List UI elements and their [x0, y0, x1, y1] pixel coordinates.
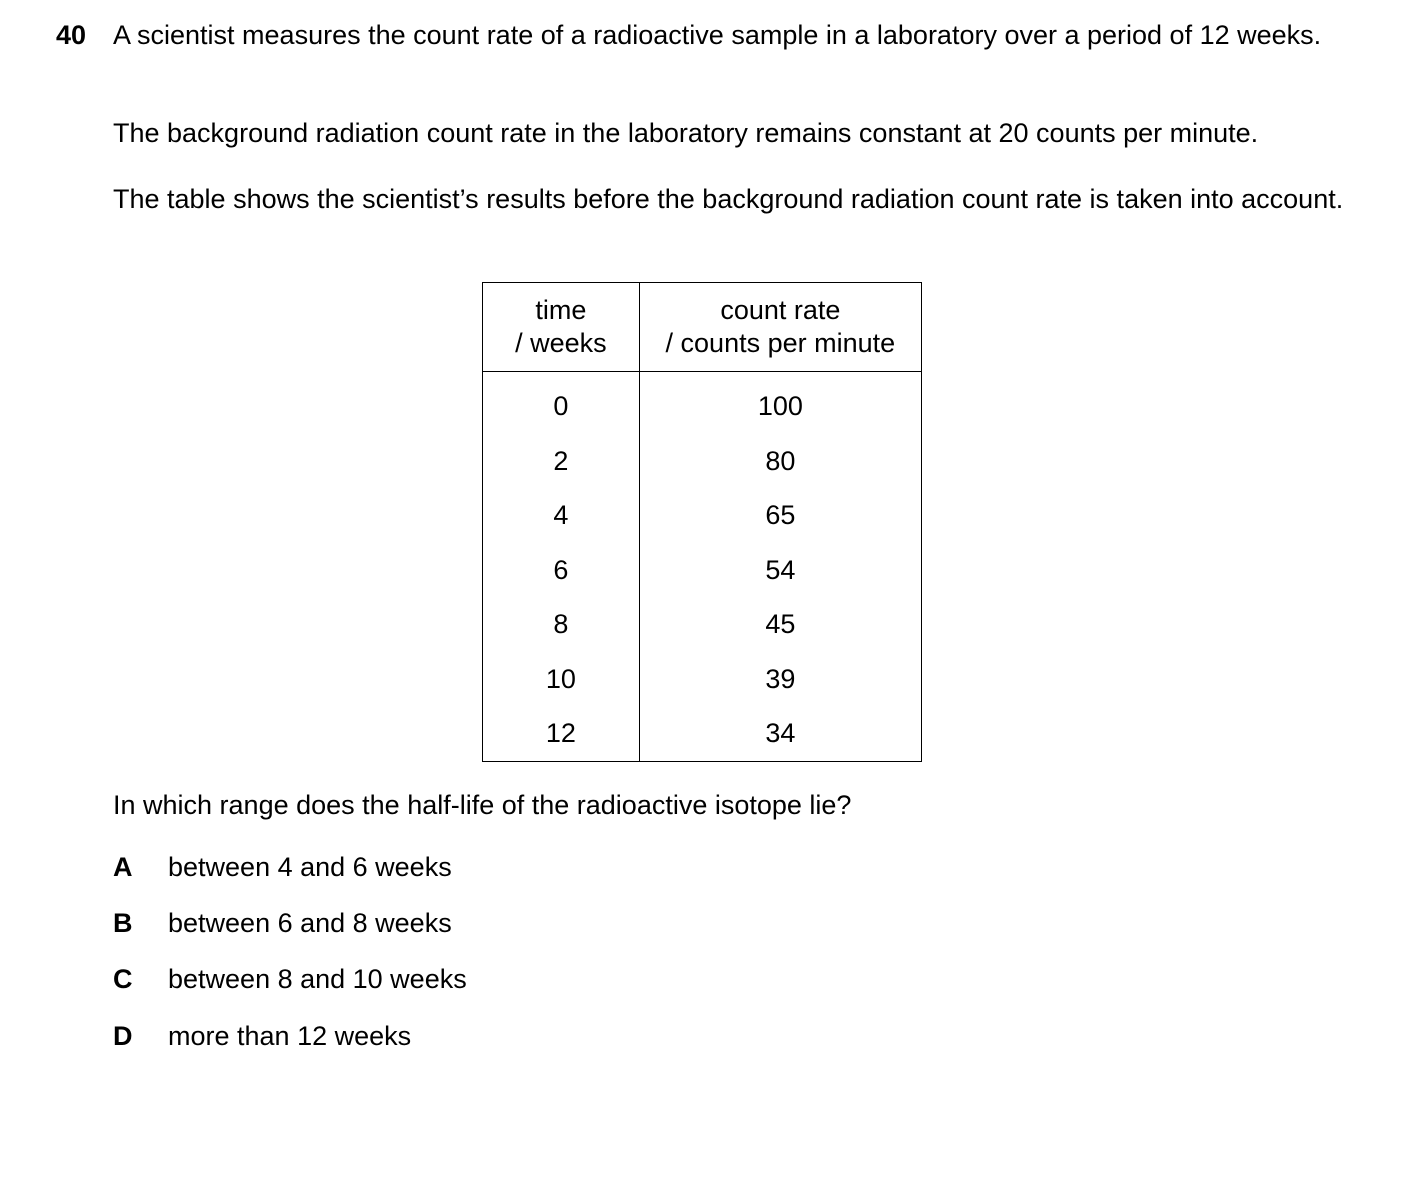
results-table: [482, 282, 922, 762]
time-cell: 0: [483, 372, 640, 434]
option-letter: B: [113, 908, 133, 938]
count-rate-column-header: [639, 283, 921, 372]
time-cell: 12: [483, 706, 640, 761]
question-number: 40: [56, 20, 87, 50]
time-cell: 6: [483, 543, 640, 598]
count-rate-cell: 39: [639, 652, 921, 707]
count-rate-cell: 80: [639, 434, 921, 489]
time-header-label: time: [535, 295, 587, 325]
table-row: [483, 706, 922, 761]
table-header-row: [483, 283, 922, 372]
count-rate-cell: 65: [639, 488, 921, 543]
table-intro-paragraph: The table shows the scientist’s results before the background radiation count rate is taken into account.: [113, 184, 1344, 214]
option-text: between 6 and 8 weeks: [168, 908, 452, 938]
time-cell: 8: [483, 597, 640, 652]
count-rate-cell: 45: [639, 597, 921, 652]
option-text: more than 12 weeks: [168, 1021, 412, 1051]
background-paragraph: The background radiation count rate in the laboratory remains constant at 20 counts per minute.: [113, 118, 1259, 148]
table-row: [483, 652, 922, 707]
count-rate-header-unit: / counts per minute: [665, 328, 896, 358]
time-cell: 10: [483, 652, 640, 707]
option-letter: C: [113, 964, 133, 994]
option-letter: D: [113, 1021, 133, 1051]
table-row: [483, 372, 922, 434]
option-text: between 4 and 6 weeks: [168, 852, 452, 882]
count-rate-cell: 100: [639, 372, 921, 434]
question-text: In which range does the half-life of the radioactive isotope lie?: [113, 790, 852, 820]
table-row: [483, 434, 922, 489]
intro-paragraph: A scientist measures the count rate of a radioactive sample in a laboratory over a period of 12 weeks.: [113, 20, 1322, 50]
time-cell: 4: [483, 488, 640, 543]
time-header-unit: / weeks: [515, 328, 607, 358]
option-letter: A: [113, 852, 133, 882]
count-rate-cell: 34: [639, 706, 921, 761]
time-column-header: [483, 283, 640, 372]
time-cell: 2: [483, 434, 640, 489]
table-row: [483, 488, 922, 543]
count-rate-cell: 54: [639, 543, 921, 598]
table-row: [483, 543, 922, 598]
table-row: [483, 597, 922, 652]
count-rate-header-label: count rate: [720, 295, 841, 325]
option-text: between 8 and 10 weeks: [168, 964, 467, 994]
